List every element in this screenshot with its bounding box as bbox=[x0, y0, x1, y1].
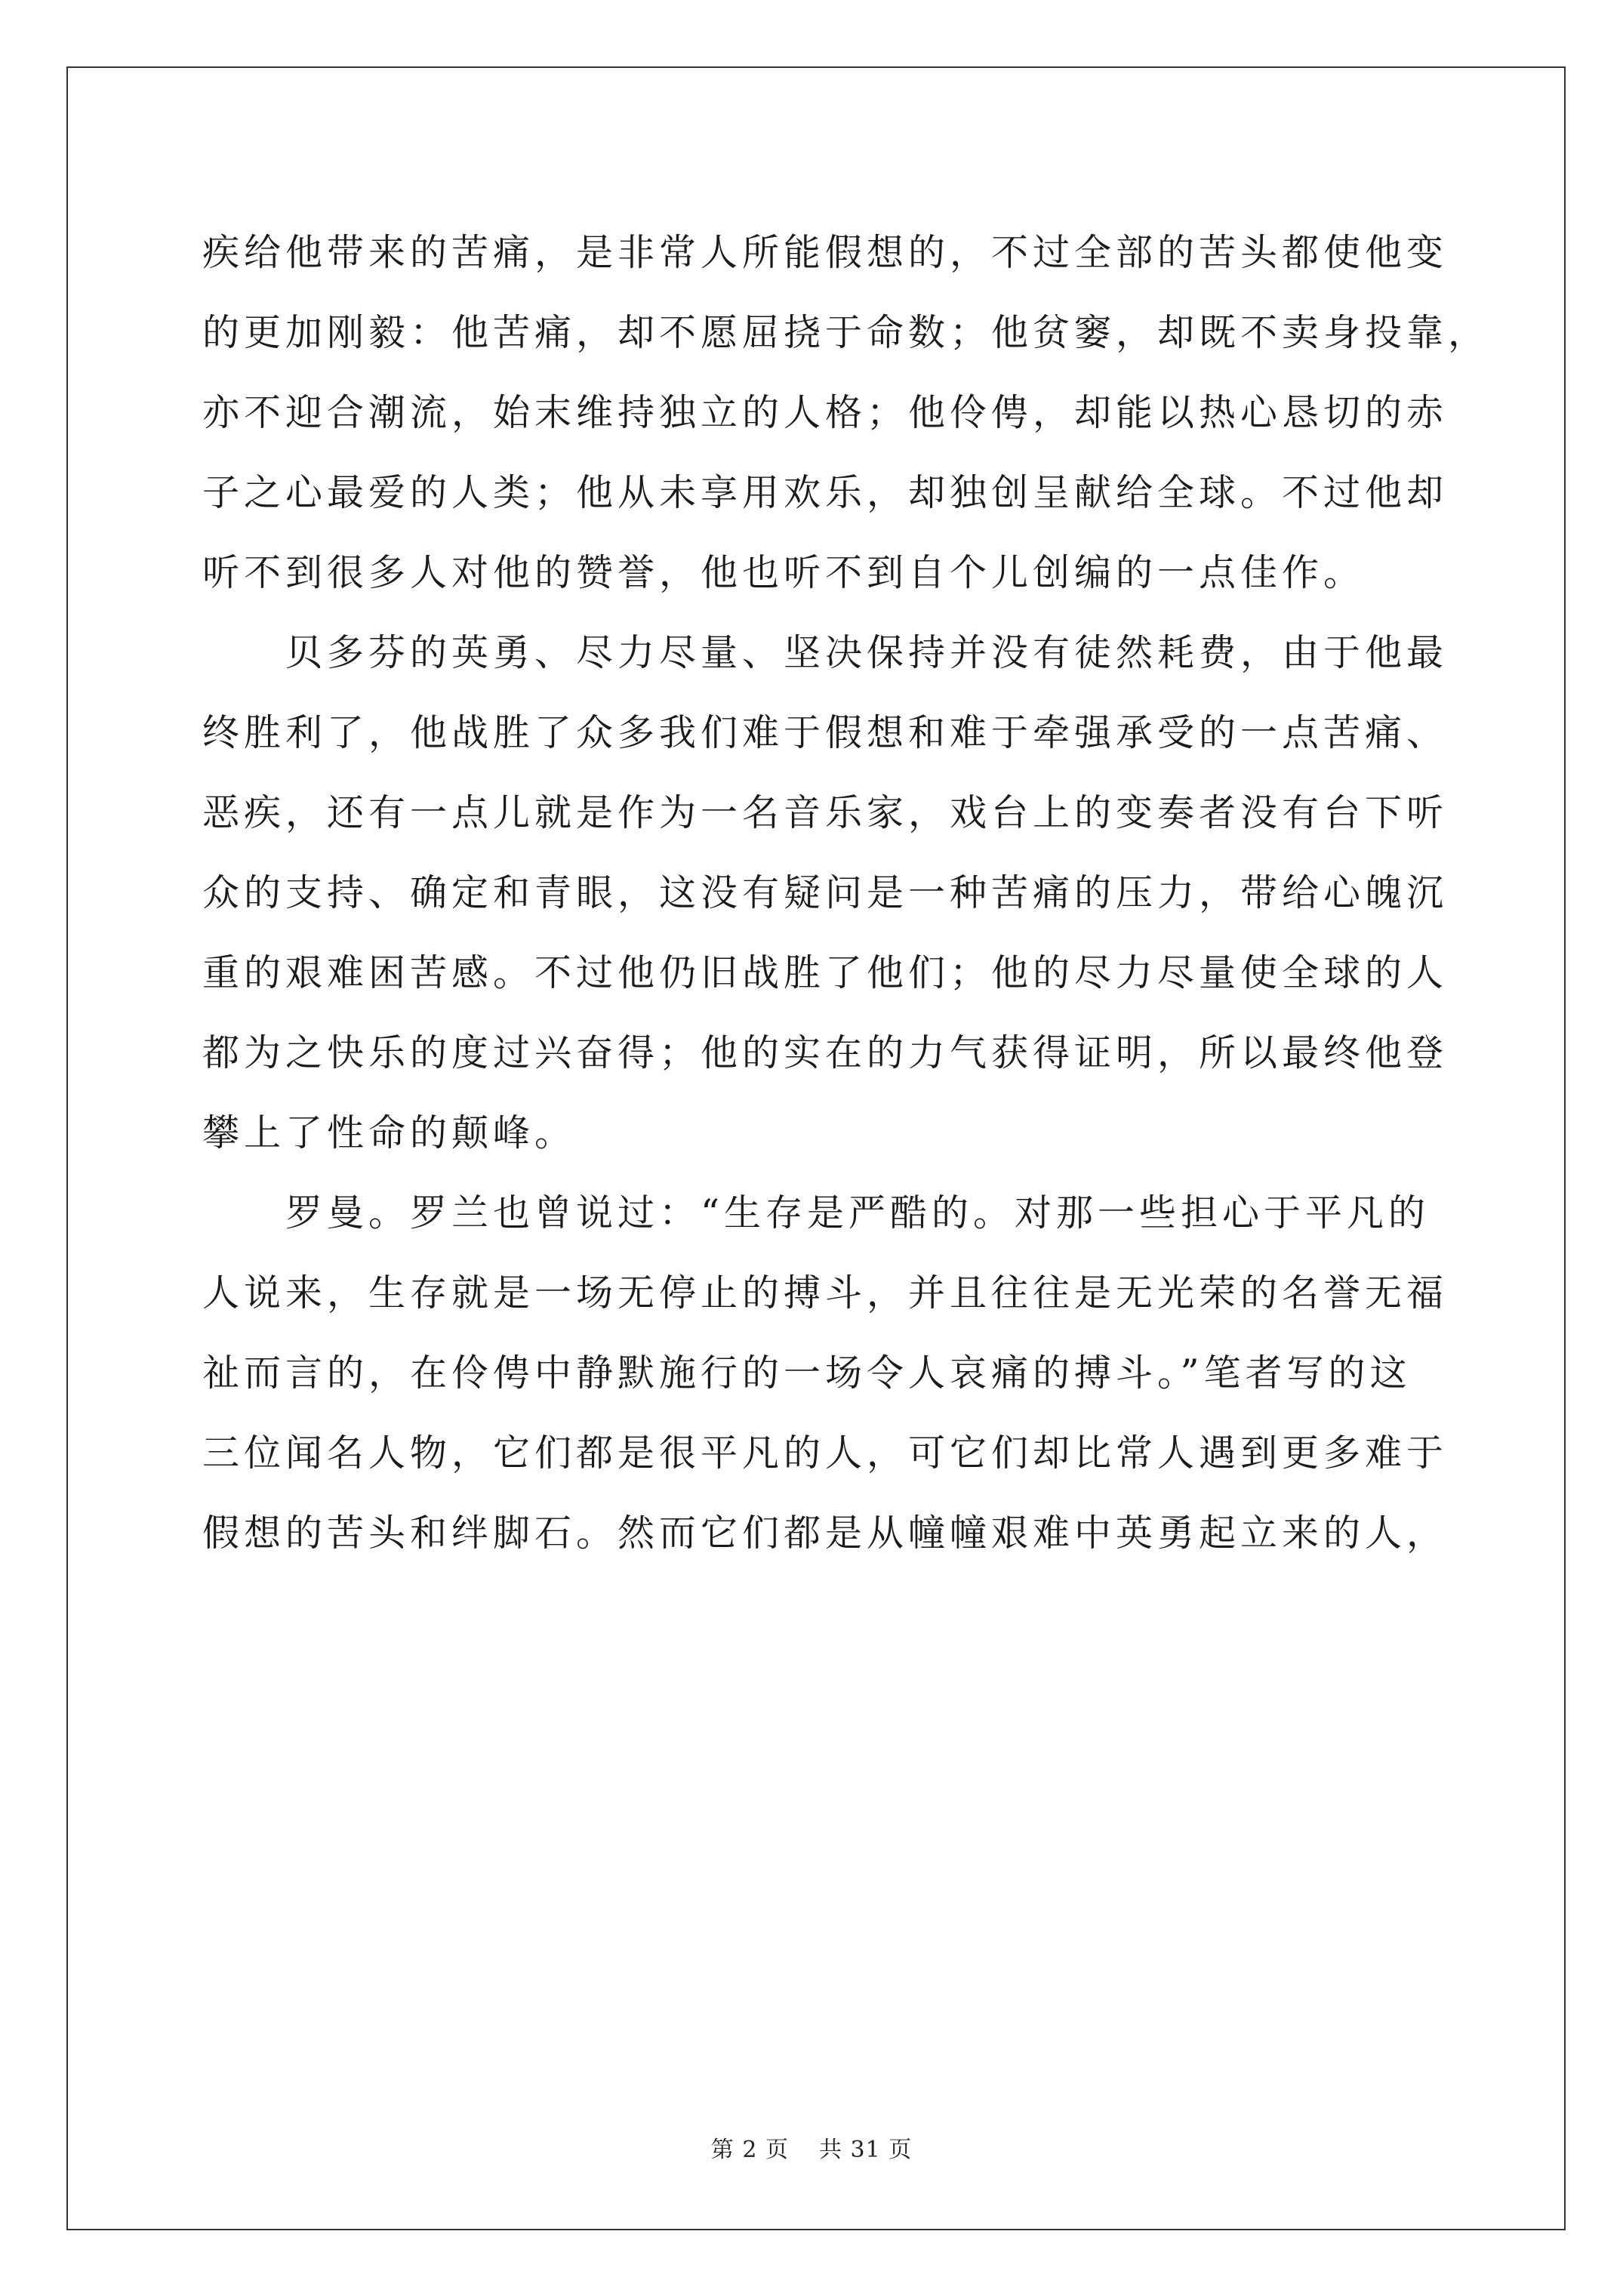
text-line: 疾给他带来的苦痛，是非常人所能假想的，不过全部的苦头都使他变 bbox=[202, 231, 1449, 274]
text-line: 人说来，生存就是一场无停止的搏斗，并且往往是无光荣的名誉无福 bbox=[202, 1271, 1449, 1314]
paragraph-start-line: 罗曼。罗兰也曾说过：“生存是严酷的。对那一些担心于平凡的 bbox=[285, 1191, 1431, 1234]
text-line: 听不到很多人对他的赞誉，他也听不到自个儿创编的一点佳作。 bbox=[202, 551, 1366, 594]
text-line: 重的艰难困苦感。不过他仍旧战胜了他们；他的尽力尽量使全球的人 bbox=[202, 951, 1449, 994]
text-line: 恶疾，还有一点儿就是作为一名音乐家，戏台上的变奏者没有台下听 bbox=[202, 791, 1449, 834]
text-line: 三位闻名人物，它们都是很平凡的人，可它们却比常人遇到更多难于 bbox=[202, 1432, 1449, 1475]
text-line: 众的支持、确定和青眼，这没有疑问是一种苦痛的压力，带给心魄沉 bbox=[202, 871, 1449, 914]
paragraph-start-line: 贝多芬的英勇、尽力尽量、坚决保持并没有徒然耗费，由于他最 bbox=[285, 631, 1449, 674]
document-body bbox=[202, 213, 1490, 1573]
text-line: 祉而言的，在伶俜中静默施行的一场令人哀痛的搏斗。”笔者写的这 bbox=[202, 1351, 1412, 1395]
text-line: 终胜利了，他战胜了众多我们难于假想和难于牵强承受的一点苦痛、 bbox=[202, 711, 1449, 754]
text-line: 的更加刚毅：他苦痛，却不愿屈挠于命数；他贫窭，却既不卖身投靠， bbox=[202, 311, 1490, 354]
page-footer bbox=[0, 2131, 1623, 2164]
total-pages: 共 31 页 bbox=[818, 2137, 913, 2163]
text-line: 子之心最爱的人类；他从未享用欢乐，却独创呈献给全球。不过他却 bbox=[202, 471, 1449, 514]
text-line: 亦不迎合潮流，始末维持独立的人格；他伶俜，却能以热心恳切的赤 bbox=[202, 391, 1449, 434]
page-number: 第 2 页 bbox=[710, 2137, 789, 2163]
text-line: 假想的苦头和绊脚石。然而它们都是从幢幢艰难中英勇起立来的人， bbox=[202, 1512, 1449, 1555]
text-line: 攀上了性命的颠峰。 bbox=[202, 1111, 577, 1154]
text-line: 都为之快乐的度过兴奋得；他的实在的力气获得证明，所以最终他登 bbox=[202, 1031, 1449, 1074]
